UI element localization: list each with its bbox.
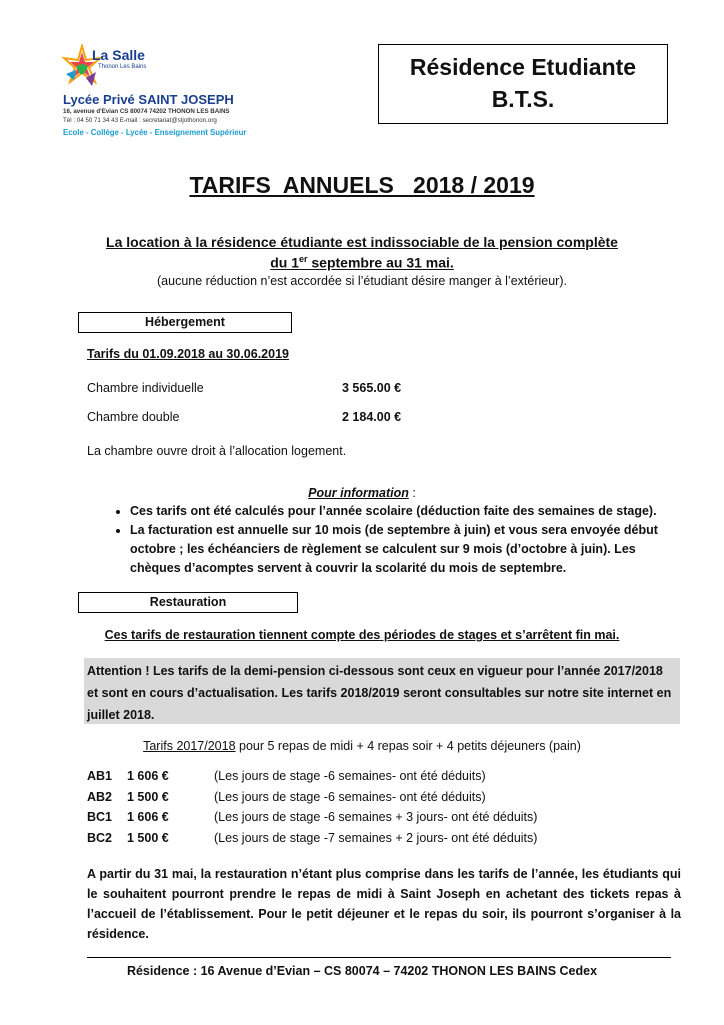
meal-plan-desc: (Les jours de stage -7 semaines + 2 jours- ont été déduits) <box>214 831 538 845</box>
information-heading-suffix: : <box>408 486 416 500</box>
list-item: • Ces tarifs ont été calculés pour l’année scolaire (déduction faite des semaines de stage). <box>130 502 668 521</box>
hebergement-period: Tarifs du 01.09.2018 au 30.06.2019 <box>87 347 289 361</box>
list-item: • La facturation est annuelle sur 10 mois (de septembre à juin) et vous sera envoyée début octobre ; les échéanciers de règlement se calculent sur 9 mois (d’octobre à juin). Les chèques d’acomptes servent à couvrir la scolarité du mois de septembre. <box>130 521 668 578</box>
meal-plan-desc: (Les jours de stage -6 semaines- ont été déduits) <box>214 769 486 783</box>
footer-address: Résidence : 16 Avenue d’Evian – CS 80074 – 74202 THONON LES BAINS Cedex <box>126 964 598 978</box>
closing-paragraph: A partir du 31 mai, la restauration n’étant plus comprise dans les tarifs de l’année, les étudiants qui le souhaitent pourront prendre le repas de midi à Saint Joseph en achetant des tickets repas à l’accueil de l’établissement. Pour le petit déjeuner et le repas du soir, ils pourront s’organiser à la résidence. <box>87 867 681 941</box>
tarifs-2017-label: Tarifs 2017/2018 <box>143 739 236 753</box>
room-label: Chambre individuelle <box>87 381 204 395</box>
meal-plan-code: BC1 <box>87 810 113 824</box>
meal-plan-price: 1 500 € <box>127 790 169 804</box>
residence-header-box <box>378 44 668 124</box>
meal-plan-code: BC2 <box>87 831 113 845</box>
tarifs-2017-line <box>0 739 724 753</box>
section-restauration: Restauration <box>78 592 298 613</box>
residence-title: Résidence Etudiante <box>409 54 637 80</box>
meal-plan-price: 1 606 € <box>127 769 169 783</box>
intro-line-1: La location à la résidence étudiante est indissociable de la pension complète <box>106 234 618 250</box>
meal-plan-desc: (Les jours de stage -6 semaines + 3 jours- ont été déduits) <box>214 810 538 824</box>
intro-line-2-sup: er <box>298 254 308 264</box>
meal-plan-code: AB2 <box>87 790 113 804</box>
logo-school-name: Lycée Privé SAINT JOSEPH <box>63 92 234 107</box>
tarifs-2017-desc: pour 5 repas de midi + 4 repas soir + 4 petits déjeuners (pain) <box>235 739 581 753</box>
intro-line-2-pre: du 1 <box>270 254 299 271</box>
logo-contact: Tél : 04 50 71 34 43 E-mail : secretariat@stjothonon.org <box>63 117 217 124</box>
intro-line-3: (aucune réduction n’est accordée si l’étudiant désire manger à l’extérieur). <box>157 274 567 288</box>
logo-city: Thonon Les Bains <box>98 64 147 70</box>
logo-levels: Ecole - Collège - Lycée - Enseignement Supérieur <box>63 128 247 137</box>
attention-notice: Attention ! Les tarifs de la demi-pension ci-dessous sont ceux en vigueur pour l’année 2017/2018 et sont en cours d’actualisation. Les tarifs 2018/2019 seront consultables sur notre site internet en juillet 2018. <box>84 658 680 724</box>
meal-plan-price: 1 606 € <box>127 810 169 824</box>
meal-plan-code: AB1 <box>87 769 113 783</box>
intro-line-2-post: septembre au 31 mai. <box>307 254 454 271</box>
logo-brand: La Salle <box>92 47 145 63</box>
school-logo <box>62 44 262 162</box>
room-price: 2 184.00 € <box>342 410 402 424</box>
housing-allowance-note: La chambre ouvre droit à l’allocation logement. <box>87 444 347 458</box>
restauration-intro: Ces tarifs de restauration tiennent compte des périodes de stages et s’arrêtent fin mai. <box>104 628 620 642</box>
information-list <box>108 502 668 578</box>
section-hebergement: Hébergement <box>78 312 292 333</box>
information-heading <box>0 486 724 500</box>
room-price: 3 565.00 € <box>342 381 402 395</box>
room-label: Chambre double <box>87 410 180 424</box>
logo-address: 16, avenue d'Evian CS 80074 74202 THONON LES BAINS <box>63 108 230 115</box>
meal-plan-desc: (Les jours de stage -6 semaines- ont été déduits) <box>214 790 486 804</box>
residence-subtitle: B.T.S. <box>491 86 555 112</box>
meal-plan-price: 1 500 € <box>127 831 169 845</box>
information-heading-label: Pour information <box>308 486 409 500</box>
footer-divider <box>87 957 671 958</box>
page-title: TARIFS ANNUELS 2018 / 2019 <box>189 172 535 198</box>
intro-line-2 <box>0 254 724 271</box>
